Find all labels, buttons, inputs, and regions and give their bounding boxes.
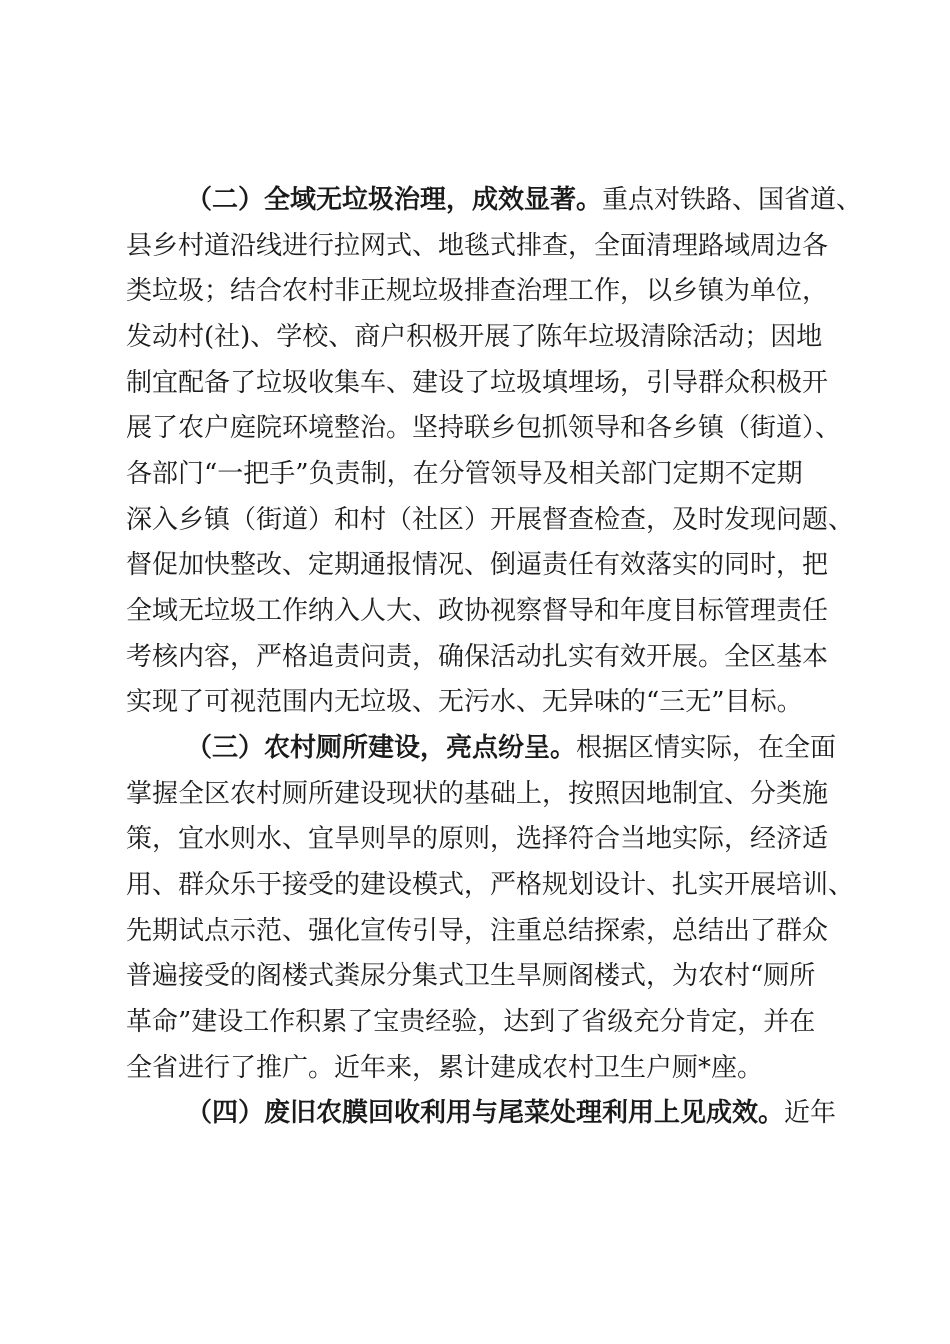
paragraph-3-line-1 <box>186 731 836 765</box>
section-heading-3: （三）农村厕所建设，亮点纷呈。 <box>186 733 577 763</box>
text-line: 发动村(社)、学校、商户积极开展了陈年垃圾清除活动；因地 <box>126 322 823 352</box>
text-line: 全省进行了推广。近年来，累计建成农村卫生户厕*座。 <box>126 1053 764 1083</box>
text-run: 重点对铁路、国省道、 <box>602 185 863 215</box>
paragraph-2-line-1 <box>186 183 862 217</box>
text-line: 制宜配备了垃圾收集车、建设了垃圾填埋场，引导群众积极开 <box>126 368 829 398</box>
text-line: 先期试点示范、强化宣传引导，注重总结探索，总结出了群众 <box>126 916 829 946</box>
text-line: 深入乡镇（街道）和村（社区）开展督查检查，及时发现问题、 <box>126 505 855 535</box>
text-line: 普遍接受的阁楼式粪尿分集式卫生旱厕阁楼式，为农村“厕所 <box>126 961 816 991</box>
text-line: 展了农户庭院环境整治。坚持联乡包抓领导和各乡镇（街道）、 <box>126 413 842 443</box>
text-run: 根据区情实际，在全面 <box>576 733 837 763</box>
text-line: 掌握全区农村厕所建设现状的基础上，按照因地制宜、分类施 <box>126 779 829 809</box>
text-line: 革命”建设工作积累了宝贵经验，达到了省级充分肯定，并在 <box>126 1007 816 1037</box>
text-line: 类垃圾；结合农村非正规垃圾排查治理工作，以乡镇为单位， <box>126 276 829 306</box>
text-line: 县乡村道沿线进行拉网式、地毯式排查，全面清理路域周边各 <box>126 231 829 261</box>
paragraph-4-line-1 <box>186 1096 836 1130</box>
text-line: 考核内容，严格追责问责，确保活动扎实有效开展。全区基本 <box>126 642 829 672</box>
text-line: 各部门“一把手”负责制，在分管领导及相关部门定期不定期 <box>126 459 803 489</box>
section-heading-4: （四）废旧农膜回收利用与尾菜处理利用上见成效。 <box>186 1098 785 1128</box>
section-heading-2: （二）全域无垃圾治理，成效显著。 <box>186 185 603 215</box>
text-line: 全域无垃圾工作纳入人大、政协视察督导和年度目标管理责任 <box>126 596 829 626</box>
text-line: 实现了可视范围内无垃圾、无污水、无异味的“三无”目标。 <box>126 687 803 717</box>
text-line: 督促加快整改、定期通报情况、倒逼责任有效落实的同时，把 <box>126 550 829 580</box>
text-line: 策，宜水则水、宜旱则旱的原则，选择符合当地实际，经济适 <box>126 824 829 854</box>
text-run: 近年 <box>784 1098 837 1128</box>
text-line: 用、群众乐于接受的建设模式，严格规划设计、扎实开展培训、 <box>126 870 855 900</box>
